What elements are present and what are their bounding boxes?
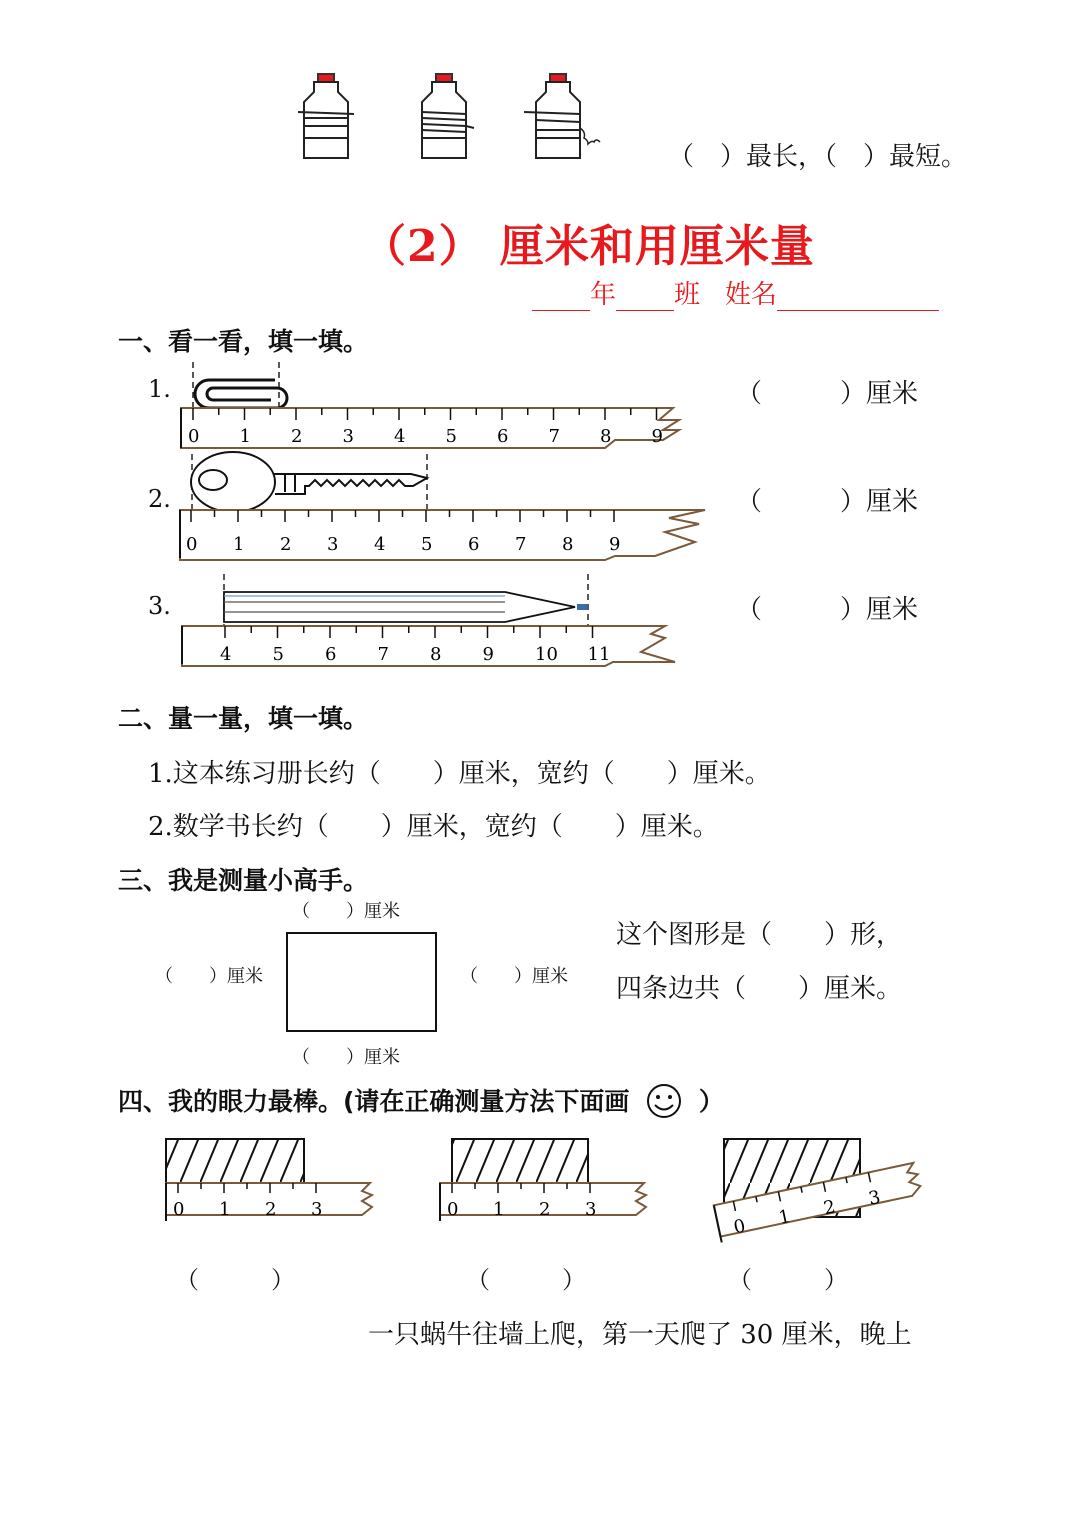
item3-answer[interactable]: （ ）厘米 — [736, 595, 919, 625]
bottles-illustration — [290, 68, 690, 168]
pencil-icon — [224, 592, 587, 622]
pencil-ruler-figure — [175, 570, 695, 670]
ruler-label: 3 — [585, 1199, 597, 1220]
section3-heading: 三、我是测量小高手。 — [118, 866, 369, 895]
name-label: 姓名 — [724, 280, 777, 310]
ruler-label: 2 — [539, 1199, 551, 1220]
ruler-label: 0 — [447, 1199, 459, 1220]
shape-question[interactable]: 这个图形是（ ）形， — [616, 920, 903, 950]
ruler-label: 10 — [535, 644, 558, 665]
rect-left-label[interactable]: （ ）厘米 — [155, 966, 263, 987]
ruler-label: 0 — [186, 534, 198, 555]
ruler-label: 5 — [445, 426, 457, 447]
ruler-label: 8 — [562, 534, 574, 555]
rect-top-label[interactable]: （ ）厘米 — [292, 901, 400, 922]
grade-label: 年 — [590, 280, 617, 310]
ruler-label: 3 — [866, 1186, 883, 1210]
measure-method-a — [160, 1135, 380, 1225]
ruler-label: 7 — [377, 644, 389, 665]
ruler-label: 4 — [220, 644, 232, 665]
class-label: 班 — [674, 280, 701, 310]
section2-question1[interactable]: 1.这本练习册长约（ ）厘米，宽约（ ）厘米。 — [148, 759, 771, 789]
ruler-label: 2 — [291, 426, 303, 447]
paper-clip-ruler-figure — [175, 360, 695, 455]
measure-rectangle — [286, 932, 437, 1032]
ruler-label: 2 — [280, 534, 292, 555]
ruler-label: 0 — [188, 426, 200, 447]
ruler-label: 9 — [482, 644, 494, 665]
ruler-label: 0 — [173, 1199, 185, 1220]
item1-number: 1. — [148, 375, 171, 403]
measure-method-c — [710, 1135, 930, 1245]
section4-heading-text: 四、我的眼力最棒。(请在正确测量方法下面画 — [118, 1087, 630, 1116]
measure-method-b — [436, 1135, 656, 1225]
ruler-label: 0 — [731, 1215, 748, 1239]
item2-answer[interactable]: （ ）厘米 — [736, 487, 919, 517]
ruler-label: 6 — [497, 426, 509, 447]
ruler-label: 3 — [342, 426, 354, 447]
student-info — [532, 274, 939, 311]
bottle-2 — [422, 74, 474, 158]
rect-right-label[interactable]: （ ）厘米 — [460, 966, 568, 987]
ruler-label: 11 — [587, 644, 611, 665]
method-c-answer[interactable]: （ ） — [728, 1266, 848, 1294]
paper-clip-icon — [195, 380, 287, 408]
ruler-label: 4 — [394, 426, 406, 447]
snail-problem-text: 一只蜗牛往墙上爬，第一天爬了 30 厘米，晚上 — [368, 1320, 912, 1350]
ruler-label: 1 — [233, 534, 245, 555]
ruler-label: 1 — [776, 1205, 793, 1229]
ruler-label: 6 — [325, 644, 337, 665]
class-blank[interactable] — [616, 284, 674, 311]
ruler-label: 7 — [548, 426, 560, 447]
method-a-answer[interactable]: （ ） — [175, 1266, 295, 1294]
ruler-label: 3 — [311, 1199, 323, 1220]
method-b-answer[interactable]: （ ） — [466, 1266, 586, 1294]
ruler-label: 1 — [219, 1199, 231, 1220]
bottle-3 — [524, 74, 600, 158]
ruler-label: 7 — [515, 534, 527, 555]
grade-blank[interactable] — [532, 284, 590, 311]
compare-question: （ ）最长，（ ）最短。 — [668, 142, 968, 172]
item1-answer[interactable]: （ ）厘米 — [736, 379, 919, 409]
section4-heading — [118, 1082, 724, 1121]
ruler-label: 5 — [272, 644, 284, 665]
section2-heading: 二、量一量，填一填。 — [118, 704, 369, 733]
key-icon — [191, 452, 427, 512]
rect-bottom-label[interactable]: （ ）厘米 — [292, 1047, 400, 1068]
key-ruler-figure — [175, 450, 715, 560]
name-blank[interactable] — [777, 284, 939, 311]
ruler-label: 5 — [421, 534, 433, 555]
section1-heading: 一、看一看，填一填。 — [118, 327, 369, 356]
ruler-label: 4 — [374, 534, 386, 555]
ruler-label: 6 — [468, 534, 480, 555]
smiley-icon — [644, 1083, 684, 1119]
ruler-label: 2 — [265, 1199, 277, 1220]
ruler-label: 1 — [493, 1199, 505, 1220]
perimeter-question[interactable]: 四条边共（ ）厘米。 — [616, 974, 903, 1004]
ruler-label: 9 — [609, 534, 621, 555]
section4-heading-end: ） — [698, 1087, 724, 1116]
ruler-label: 2 — [821, 1196, 838, 1220]
page-title: （2） 厘米和用厘米量 — [362, 221, 815, 272]
ruler-label: 3 — [327, 534, 339, 555]
ruler-label: 8 — [600, 426, 612, 447]
bottle-1 — [298, 74, 354, 158]
item3-number: 3. — [148, 592, 171, 620]
section2-question2[interactable]: 2.数学书长约（ ）厘米，宽约（ ）厘米。 — [148, 812, 719, 842]
ruler-label: 1 — [239, 426, 251, 447]
ruler-label: 8 — [430, 644, 442, 665]
item2-number: 2. — [148, 485, 171, 513]
ruler-label: 9 — [651, 426, 663, 447]
